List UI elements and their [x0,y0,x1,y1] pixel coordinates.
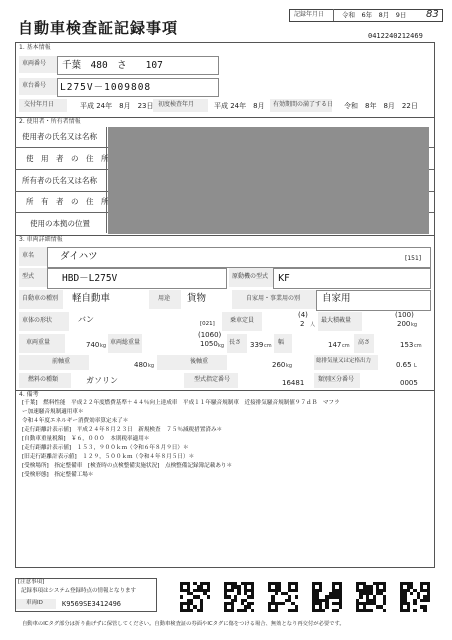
remark-line: ー加速騒音規制適用車＊ [22,409,84,415]
owner-address-label: 所 有 者 の 住 所 [26,197,109,206]
rear-axle-unit: kg [286,363,293,369]
redacted-owner-info [108,127,429,234]
remark-line: [受検形態] 指定整備工場＊ [22,472,94,478]
car-id: K9569SE3412496 [62,600,122,608]
capacity-unit: 人 [310,322,316,328]
base-location-label: 使用の本拠の位置 [30,219,90,228]
model: HBD－L275V [62,273,118,284]
fuel: ガソリン [86,376,118,385]
maxload-label: 最大積載量 [321,317,352,324]
type-no: 16481 [282,379,305,387]
gross: 1050 [200,340,218,348]
basic-info-heading: 1. 基本情報 [19,44,51,51]
chassis-label: 車台番号 [22,82,47,89]
capacity: 2 [300,320,305,328]
height: 153 [400,341,414,349]
use-label: 用途 [158,295,171,302]
qr-code-icon [312,582,342,612]
bottom-notice: 自動車のICタグ部分は折り曲げずに保管してください。自動車検査証の券面やICタグに傷をつける場合、無効となり再交付が必要です。 [22,621,345,627]
engine-label: 原動機の型式 [232,273,269,280]
remark-line: [旧走行距離計表示値] １２９，５００ｋｍ（令和４年８月５日）＊ [22,454,195,460]
length: 339 [250,341,264,349]
remark-line: [走行距離計表示値] 平成２４年８月２３日 新規検査 ７５％減税措置済み＊ [22,427,223,433]
page-mark: 83 [426,9,439,20]
remark-line: [千葉] 燃料性能 平成２２年度燃費基準＋４４％向上達成車 平成１１年騒音規制車 近接排気騒音規制値９７ｄＢ マフラ [22,400,340,406]
notice-label: [注意事項] [18,579,45,585]
body-label: 車体の形状 [22,317,53,324]
rear-axle: 260 [272,361,286,369]
gross-label: 車両総重量 [110,339,141,346]
expiry-date: 令和 8年 8月 22日 [344,102,418,110]
displacement-unit: L [414,363,417,369]
body: バン [78,315,94,324]
body-code: [021] [200,321,215,327]
fuel-label: 燃料の種類 [28,376,59,383]
reg-no-label: 車両番号 [22,60,47,67]
weight: 740 [86,341,100,349]
width-unit: cm [342,343,350,349]
remark-line: [走行距離計表示値] １５３，９００ｋｍ（令和６年８月９日）＊ [22,445,189,451]
private-label: 自家用・事業用の別 [246,295,301,302]
maker: ダイハツ [60,251,98,262]
reg-no: 千葉 480 さ 107 [62,60,163,71]
qr-code-icon [268,582,298,612]
engine: KF [278,273,290,284]
issue-date-label: 交付年月日 [24,101,55,108]
owner-name-label: 所有者の氏名又は名称 [22,176,97,185]
qr-code-icon [356,582,386,612]
user-name-label: 使用者の氏名又は名称 [22,132,97,141]
height-unit: cm [414,343,422,349]
qr-code-group [180,582,435,614]
first-reg-label: 初度検査年月 [158,101,195,108]
length-label: 長さ [229,339,242,346]
maxload: 200 [397,320,411,328]
weight-unit: kg [100,343,107,349]
private: 自家用 [322,293,351,304]
kind-label: 自動車の種別 [22,295,59,302]
remark-line: 令和４年度エネルギー消費効率算定未了＊ [22,418,129,424]
qr-code-icon [400,582,430,612]
first-reg: 平成 24年 8月 [214,102,265,110]
length-unit: cm [264,343,272,349]
front-axle-label: 前軸重 [52,358,71,365]
document-number: 0412240212469 [368,32,423,40]
remark-line: [自動車重量税額] ￥６，０００ 本則税率適用＊ [22,436,150,442]
height-label: 高さ [358,339,371,346]
category: 0005 [400,379,418,387]
displacement-label: 総排気量又は定格出力 [316,358,372,364]
front-axle: 480 [134,361,148,369]
kind: 軽自動車 [72,293,111,304]
model-label: 型式 [22,273,35,280]
qr-code-icon [224,582,254,612]
type-no-label: 型式指定番号 [194,376,231,383]
car-id-label: 車両ID [26,600,43,606]
notice-text: 記録事項はシステム登録時点の情報となります [21,588,136,594]
remarks-heading: 4. 備考 [19,391,39,398]
category-label: 類別区分番号 [318,376,355,383]
expiry-label: 有効期間の満了する日 [273,101,334,108]
width: 147 [328,341,342,349]
remarks-section [15,390,435,568]
gross-unit: kg [218,343,225,349]
record-date-value: 令和 6年 8月 9日 [342,11,407,19]
weight-label: 車両重量 [26,339,51,346]
qr-code-icon [180,582,210,612]
maxload-top: (100) [395,311,414,319]
user-address-label: 使 用 者 の 住 所 [26,154,109,163]
chassis-number: L275V－1009808 [60,82,152,93]
capacity-top: (4) [298,311,308,319]
issue-date: 平成 24年 8月 23日 [80,102,154,110]
capacity-label: 乗車定員 [230,317,255,324]
maker-code: [151] [405,255,422,262]
owner-heading: 2. 使用者・所有者情報 [19,118,81,125]
gross-top: (1060) [198,331,222,339]
remark-line: [受検場所] 指定整備車 [検査時の点検整備実施状況] 点検整備記録簿記載あり＊ [22,463,233,469]
front-axle-unit: kg [148,363,155,369]
record-date-label: 記録年月日 [294,11,325,18]
maker-label: 車名 [22,252,35,259]
displacement: 0.65 [396,361,412,369]
width-label: 幅 [278,339,285,346]
vehicle-heading: 3. 車両詳細情報 [19,236,63,243]
rear-axle-label: 後軸重 [190,358,209,365]
maxload-unit: kg [411,322,418,328]
use: 貨物 [187,293,207,304]
page-title: 自動車検査証記録事項 [18,19,179,37]
